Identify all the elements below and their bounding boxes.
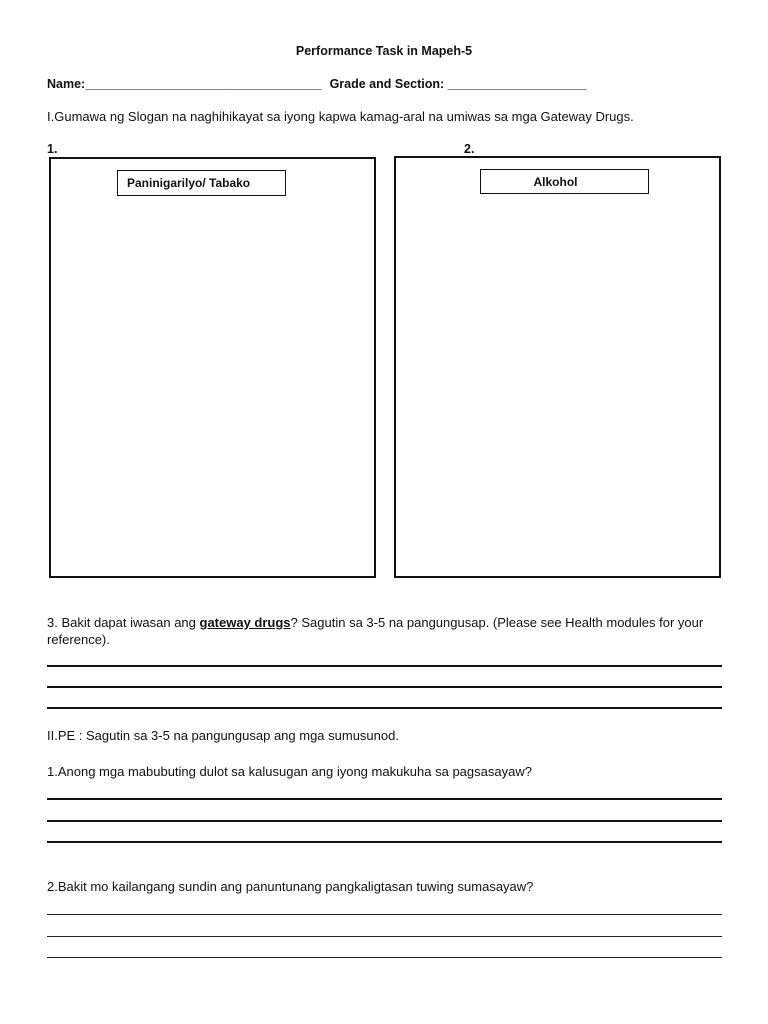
item1-number: 1.: [47, 142, 58, 156]
grade-section-field-label[interactable]: Grade and Section: ____________________: [329, 77, 587, 91]
answer-line[interactable]: [47, 914, 722, 915]
answer-line[interactable]: [47, 798, 722, 800]
alcohol-label-box: [480, 169, 649, 194]
pe-question-1: 1.Anong mga mabubuting dulot sa kalusugan ang iyong makukuha sa pagsasayaw?: [47, 764, 532, 779]
question-3-suffix: ? Sagutin sa 3-5 na pangungusap. (Please see Health modules for your reference).: [47, 615, 704, 647]
part2-heading: II.PE : Sagutin sa 3-5 na pangungusap ang mga sumusunod.: [47, 728, 399, 743]
answer-line[interactable]: [47, 707, 722, 709]
question-3: [47, 614, 727, 648]
student-info-row: [47, 77, 587, 91]
item2-number: 2.: [464, 142, 475, 156]
answer-line[interactable]: [47, 820, 722, 822]
tobacco-label-box: [117, 170, 286, 196]
pe-question-2: 2.Bakit mo kailangang sundin ang panuntunang pangkaligtasan tuwing sumasayaw?: [47, 879, 534, 894]
alcohol-label: Alkohol: [533, 174, 578, 189]
question-3-emphasis: gateway drugs: [199, 615, 291, 630]
answer-line[interactable]: [47, 686, 722, 688]
page-title: Performance Task in Mapeh-5: [295, 44, 473, 58]
answer-line[interactable]: [47, 665, 722, 667]
slogan-box-alcohol[interactable]: [394, 156, 721, 578]
answer-line[interactable]: [47, 841, 722, 843]
question-3-prefix: 3. Bakit dapat iwasan ang: [47, 615, 200, 630]
answer-line[interactable]: [47, 957, 722, 958]
slogan-box-tobacco[interactable]: [49, 157, 376, 578]
answer-line[interactable]: [47, 936, 722, 937]
tobacco-label: Paninigarilyo/ Tabako: [127, 176, 251, 190]
name-field-label[interactable]: Name:__________________________________: [47, 77, 322, 91]
part1-instruction: I.Gumawa ng Slogan na naghihikayat sa iyong kapwa kamag-aral na umiwas sa mga Gateway Drugs.: [47, 109, 634, 124]
